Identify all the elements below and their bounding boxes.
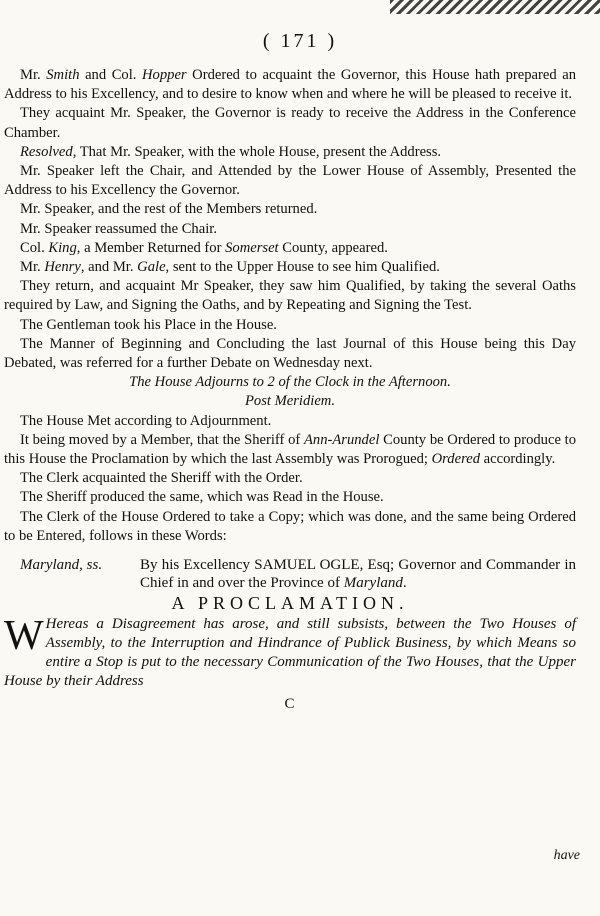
page-number: ( 171 ) bbox=[262, 30, 338, 52]
paragraph-text: The Manner of Beginning and Concluding the last Journal of this House being this Day Debated, was referred for a further Debate on Wednesday next. bbox=[4, 335, 576, 372]
paragraph-text: Somerset bbox=[225, 239, 279, 256]
paragraph-text: They acquaint Mr. Speaker, the Governor is ready to receive the Address in the Conference Chamber. bbox=[4, 105, 576, 141]
centered-heading bbox=[4, 373, 576, 392]
proclamation-body: Hereas a Disagreement has arose, and still subsists, between the Two Houses of Assembly, to the Interruption and Hindrance of Publick Business, by which Means so entire a Stop is put to the necessary Communication of the Two Houses, that the Upper House by their Address bbox=[4, 616, 576, 690]
paragraph-text: Henry bbox=[44, 259, 81, 276]
decorative-border bbox=[390, 0, 600, 14]
journal-paragraph bbox=[4, 66, 576, 104]
paragraph-text: Mr. Speaker, and the rest of the Members returned. bbox=[20, 201, 318, 218]
journal-paragraph bbox=[4, 239, 576, 258]
paragraph-text: Ordered bbox=[431, 451, 480, 468]
paragraph-text: Mr. bbox=[20, 67, 47, 83]
journal-paragraph bbox=[4, 335, 576, 373]
paragraph-text: Col. bbox=[20, 239, 49, 256]
journal-paragraph bbox=[4, 220, 576, 239]
journal-paragraph bbox=[4, 162, 576, 200]
paragraph-text: Ordered to acquaint the Governor, this House hath prepared an Address to his Excellency, and to desire to know when and where he will be pleased to receive it. bbox=[4, 67, 576, 103]
paragraph-text: County, appeared. bbox=[278, 239, 388, 256]
journal-body bbox=[0, 66, 590, 714]
journal-paragraph bbox=[4, 143, 576, 162]
journal-paragraph bbox=[4, 431, 576, 469]
paragraph-text: Mr. bbox=[20, 259, 45, 276]
drop-cap: W bbox=[4, 613, 44, 660]
journal-paragraph bbox=[4, 104, 576, 142]
paragraph-text: The Clerk acquainted the Sheriff with the Order. bbox=[20, 470, 303, 487]
issuer-text: By his Excellency SAMUEL OGLE, Esq; Governor and Commander in Chief in and over the Province of bbox=[140, 557, 576, 592]
proclamation-place: Maryland, ss. bbox=[20, 557, 103, 574]
paragraph-text: Mr. Speaker left the Chair, and Attended by the Lower House of Assembly, Presented the Address to his Excellency the Governor. bbox=[4, 163, 576, 199]
proclamation-issuer bbox=[140, 556, 576, 592]
signature-mark: C bbox=[284, 696, 296, 713]
proclamation-title: A PROCLAMATION. bbox=[171, 593, 409, 614]
journal-paragraph bbox=[4, 488, 576, 507]
paragraph-text: , sent to the Upper House to see him Qualified. bbox=[165, 259, 440, 276]
paragraph-text: , That Mr. Speaker, with the whole House, present the Address. bbox=[72, 143, 442, 160]
paragraph-text: It being moved by a Member, that the Sheriff of bbox=[20, 431, 304, 448]
paragraph-text: County be Ordered to produce to this House the Proclamation by which the last Assembly was Prorogued; bbox=[4, 431, 576, 468]
journal-paragraph bbox=[4, 469, 576, 488]
paragraph-text: The Gentleman took his Place in the House. bbox=[20, 316, 277, 333]
proclamation-text bbox=[4, 615, 576, 691]
journal-paragraph bbox=[4, 200, 576, 219]
paragraph-text: Ann-Arundel bbox=[304, 431, 380, 448]
journal-paragraph bbox=[4, 258, 576, 277]
paragraph-text: , a Member Returned for bbox=[76, 239, 226, 256]
paragraph-text: Post Meridiem. bbox=[245, 393, 335, 410]
journal-paragraph bbox=[4, 412, 576, 431]
paragraph-text: The House Adjourns to 2 of the Clock in the Afternoon. bbox=[129, 374, 451, 391]
journal-paragraph bbox=[4, 316, 576, 335]
issuer-text: Maryland bbox=[343, 575, 403, 592]
journal-paragraph bbox=[4, 508, 576, 546]
paragraph-text: accordingly. bbox=[480, 451, 556, 468]
paragraph-text: Hopper bbox=[142, 67, 187, 83]
catchword: have bbox=[553, 848, 580, 863]
issuer-text: . bbox=[402, 575, 407, 592]
paragraph-text: The House Met according to Adjournment. bbox=[20, 412, 272, 429]
paragraph-text: The Sheriff produced the same, which was Read in the House. bbox=[20, 489, 384, 506]
paragraph-list bbox=[4, 66, 576, 546]
paragraph-text: Smith bbox=[46, 67, 80, 83]
proclamation-header bbox=[4, 556, 576, 592]
centered-heading bbox=[4, 392, 576, 411]
paragraph-text: King bbox=[48, 239, 77, 256]
journal-paragraph bbox=[4, 277, 576, 315]
paragraph-text: and Col. bbox=[79, 67, 143, 83]
paragraph-text: The Clerk of the House Ordered to take a Copy; which was done, and the same being Ordered to be Entered, follows in these Words: bbox=[4, 508, 576, 544]
paragraph-text: Gale bbox=[137, 259, 166, 276]
paragraph-text: Mr. Speaker reassumed the Chair. bbox=[20, 220, 217, 237]
paragraph-text: Resolved bbox=[20, 143, 73, 160]
paragraph-text: They return, and acquaint Mr Speaker, they saw him Qualified, by taking the several Oaths required by Law, and Signing the Oaths, and by Repeating and Signing the Test. bbox=[4, 278, 576, 314]
paragraph-text: , and Mr. bbox=[80, 259, 138, 276]
